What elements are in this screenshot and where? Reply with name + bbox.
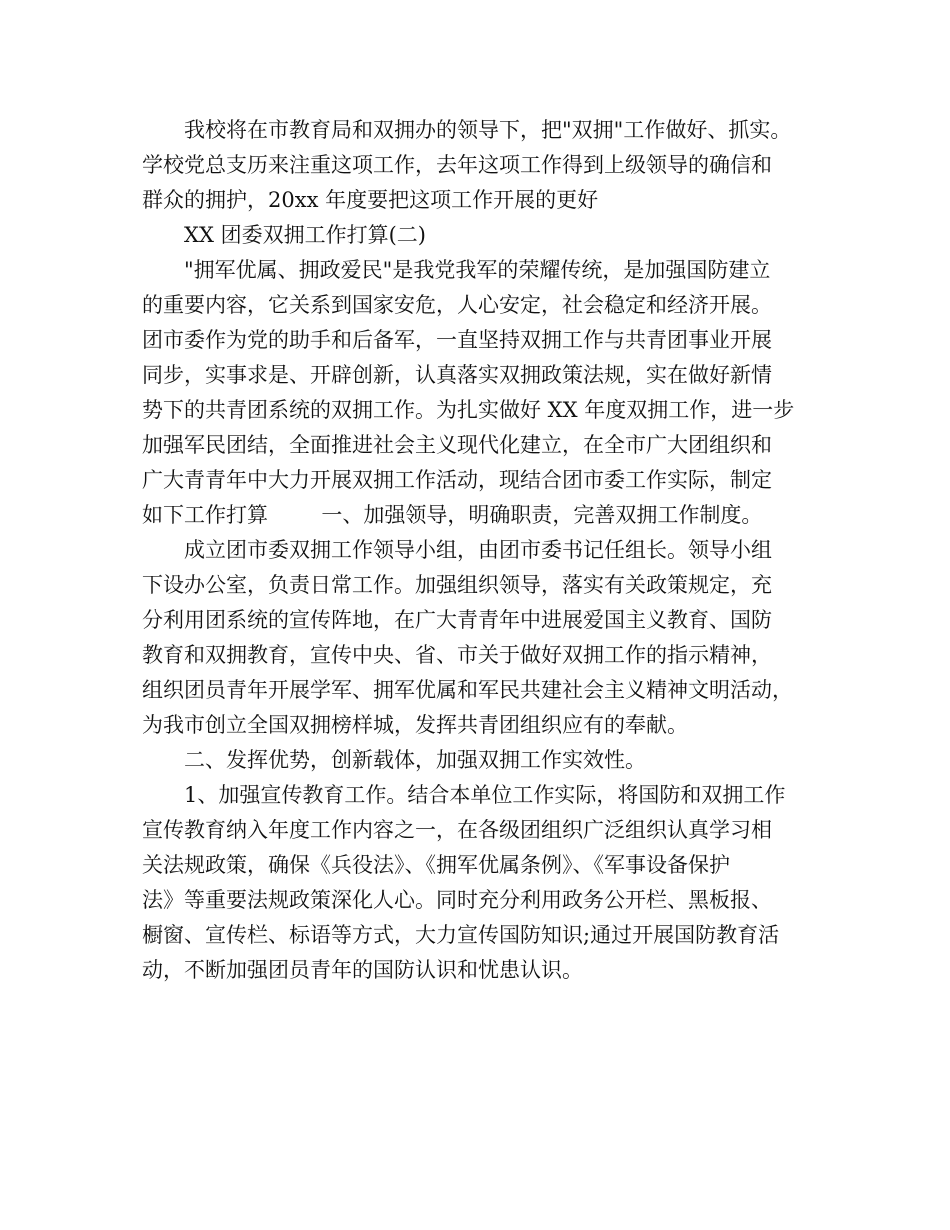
text-line: 群众的拥护，20xx 年度要把这项工作开展的更好 (142, 188, 599, 212)
text-line: 宣传教育纳入年度工作内容之一，在各级团组织广泛组织认真学习相 (142, 818, 772, 842)
text-line: 法》等重要法规政策深化人心。同时充分利用政务公开栏、黑板报、 (142, 888, 772, 912)
text-line: 团市委作为党的助手和后备军，一直坚持双拥工作与共青团事业开展 (142, 328, 772, 352)
text-line: 如下工作打算 一、加强领导，明确职责，完善双拥工作制度。 (142, 503, 763, 527)
text-line: "拥军优属、拥政爱民"是我党我军的荣耀传统，是加强国防建立 (184, 258, 771, 282)
text-line: 为我市创立全国双拥榜样城，发挥共青团组织应有的奉献。 (142, 713, 688, 737)
text-line: 加强军民团结，全面推进社会主义现代化建立，在全市广大团组织和 (142, 433, 772, 457)
section-heading: 二、发挥优势，创新载体，加强双拥工作实效性。 (184, 748, 646, 772)
text-line: 教育和双拥教育，宣传中央、省、市关于做好双拥工作的指示精神， (142, 643, 772, 667)
text-line: 成立团市委双拥工作领导小组，由团市委书记任组长。领导小组 (184, 538, 772, 562)
text-line: 的重要内容，它关系到国家安危，人心安定，社会稳定和经济开展。 (142, 293, 772, 317)
text-line: 橱窗、宣传栏、标语等方式，大力宣传国防知识;通过开展国防教育活 (142, 923, 780, 947)
text-line: 广大青青年中大力开展双拥工作活动，现结合团市委工作实际，制定 (142, 468, 772, 492)
text-line: 分利用团系统的宣传阵地，在广大青青年中进展爱国主义教育、国防 (142, 608, 772, 632)
document-page (142, 113, 817, 988)
text-line: 1、加强宣传教育工作。结合本单位工作实际，将国防和双拥工作 (184, 783, 786, 807)
text-line: 组织团员青年开展学军、拥军优属和军民共建社会主义精神文明活动， (142, 678, 793, 702)
text-line: 势下的共青团系统的双拥工作。为扎实做好 XX 年度双拥工作，进一步 (142, 398, 795, 422)
section-heading: XX 团委双拥工作打算(二) (184, 223, 426, 247)
text-line: 我校将在市教育局和双拥办的领导下，把"双拥"工作做好、抓实。 (184, 118, 792, 142)
text-line: 同步，实事求是、开辟创新，认真落实双拥政策法规，实在做好新情 (142, 363, 772, 387)
text-line: 学校党总支历来注重这项工作，去年这项工作得到上级领导的确信和 (142, 153, 772, 177)
text-line: 关法规政策，确保《兵役法》、《拥军优属条例》、《军事设备保护 (142, 853, 730, 877)
text-line: 动，不断加强团员青年的国防认识和忧患认识。 (142, 958, 583, 982)
text-line: 下设办公室，负责日常工作。加强组织领导，落实有关政策规定，充 (142, 573, 772, 597)
